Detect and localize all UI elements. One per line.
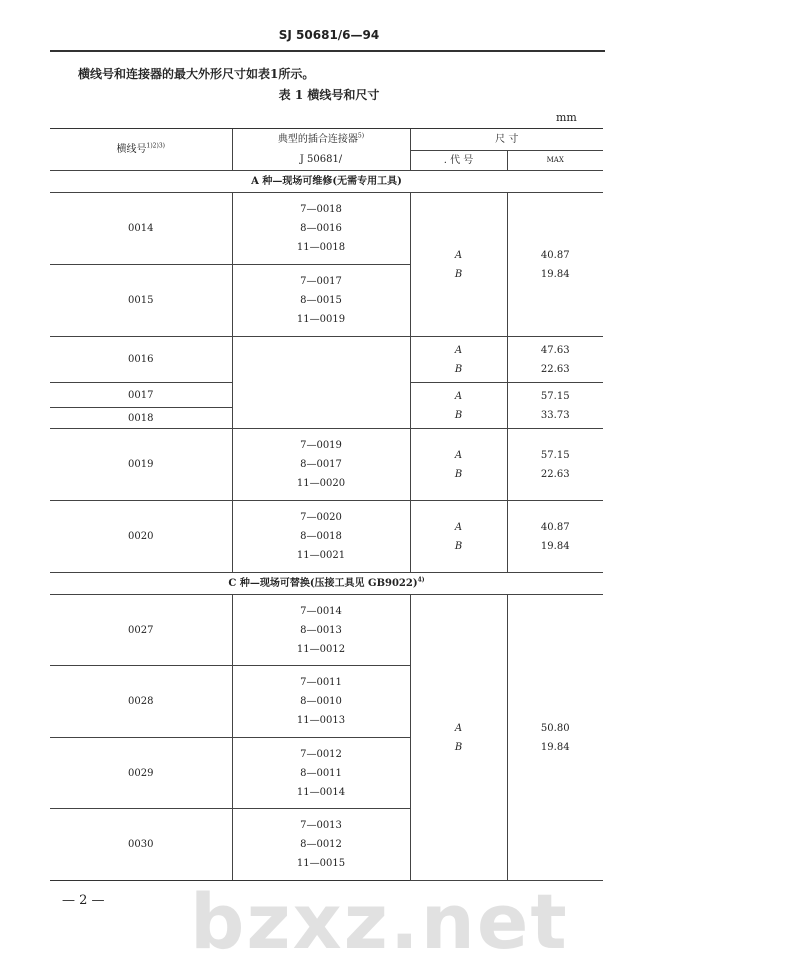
table-row	[50, 193, 603, 265]
line-no: 0018	[50, 408, 232, 429]
dim-codes: A B	[410, 337, 507, 383]
dimensions-table	[50, 128, 603, 881]
section-c: C 种—现场可替换(压接工具见 GB9022)$^{4)}$	[50, 573, 603, 595]
header-col-dimensions: 尺 寸	[410, 129, 603, 151]
line-no: 0019	[50, 429, 232, 501]
header-rule	[50, 50, 605, 52]
header-max: MAX	[507, 151, 603, 171]
connectors: 7—0013 8—0012 11—0015	[232, 809, 410, 881]
table-row	[50, 337, 603, 383]
line-no: 0017	[50, 383, 232, 408]
page-number: — 2 —	[62, 893, 105, 908]
header-code: . 代 号	[410, 151, 507, 171]
header-col-connector: 典型的插合连接器$^{5)}$ J 50681/	[232, 129, 410, 171]
dim-codes: A B	[410, 595, 507, 881]
dim-values: 57.15 22.63	[507, 429, 603, 501]
intro-text: 横线号和连接器的最大外形尺寸如表1所示。	[78, 67, 315, 81]
table-caption: 表 1 横线号和尺寸	[278, 88, 380, 102]
connectors: 7—0012 8—0011 11—0014	[232, 738, 410, 809]
connectors: 7—0019 8—0017 11—0020	[232, 429, 410, 501]
dim-values: 57.15 33.73	[507, 383, 603, 429]
dim-values: 40.87 19.84	[507, 501, 603, 573]
connectors: 7—0017 8—0015 11—0019	[232, 265, 410, 337]
table-row	[50, 595, 603, 666]
line-no: 0015	[50, 265, 232, 337]
unit-label: mm	[556, 111, 577, 124]
line-no: 0028	[50, 666, 232, 738]
standard-number-header: SJ 50681/6—94	[278, 28, 380, 42]
dim-values: 50.80 19.84	[507, 595, 603, 881]
section-a: A 种—现场可维修(无需专用工具)	[50, 171, 603, 193]
table-row	[50, 429, 603, 501]
connectors-empty	[232, 337, 410, 429]
line-no: 0029	[50, 738, 232, 809]
line-no: 0027	[50, 595, 232, 666]
line-no: 0030	[50, 809, 232, 881]
connectors: 7—0018 8—0016 11—0018	[232, 193, 410, 265]
line-no: 0020	[50, 501, 232, 573]
line-no: 0016	[50, 337, 232, 383]
connectors: 7—0014 8—0013 11—0012	[232, 595, 410, 666]
dim-codes: A B	[410, 429, 507, 501]
connectors: 7—0020 8—0018 11—0021	[232, 501, 410, 573]
dim-codes: A B	[410, 383, 507, 429]
dim-codes: A B	[410, 501, 507, 573]
connectors: 7—0011 8—0010 11—0013	[232, 666, 410, 738]
watermark: bzxz.net	[190, 877, 569, 965]
table-row	[50, 501, 603, 573]
dim-values: 40.87 19.84	[507, 193, 603, 337]
line-no: 0014	[50, 193, 232, 265]
dim-codes: A B	[410, 193, 507, 337]
header-col-line-no: 横线号$^{1)2)3)}$	[50, 129, 232, 171]
dim-values: 47.63 22.63	[507, 337, 603, 383]
